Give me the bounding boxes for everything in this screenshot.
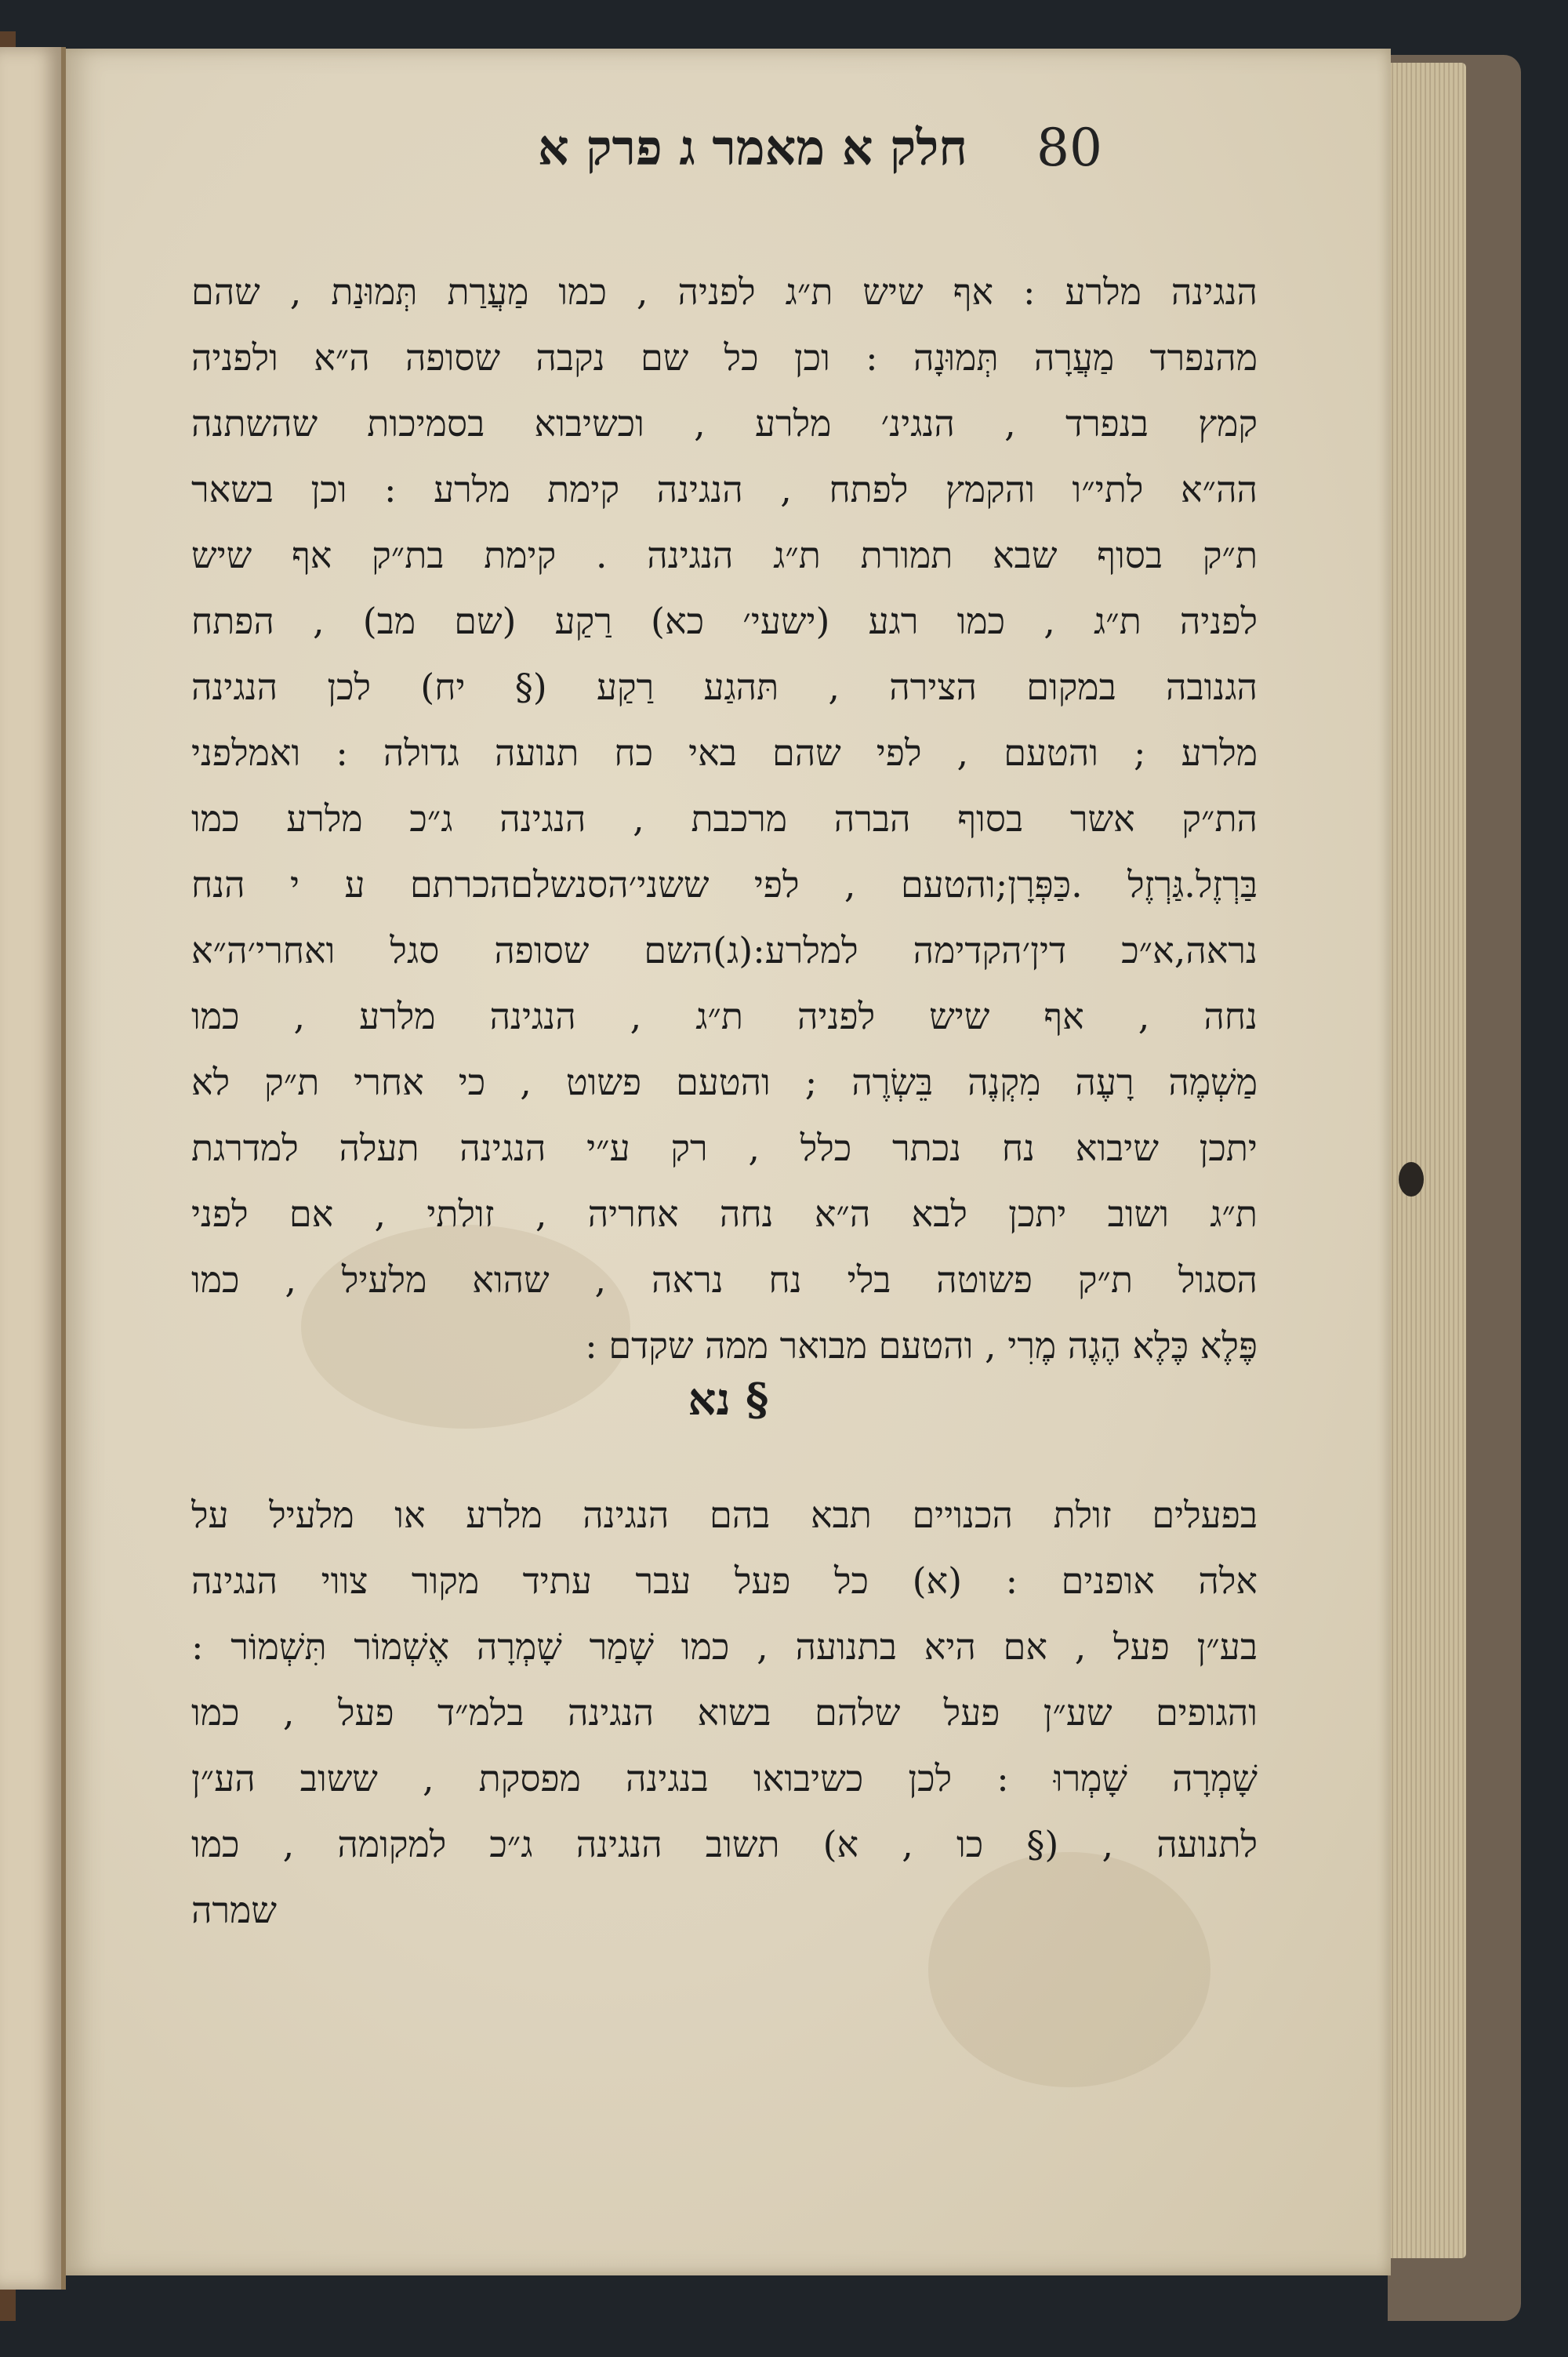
text-line: נראה,א״כ דין׳הקדימה למלרע:(ג)השם שסופה סגל ואחרי׳ה״א	[191, 929, 1258, 971]
text-line: הגנובה במקום הצירה , תּהגַע רַקַע (§ יח) לכן הנגינה	[191, 666, 1258, 708]
facing-page-edge	[0, 47, 66, 2290]
text-line: והגופים שע״ן פעל שלהם בשוא הנגינה בלמ״ד פעל , כמו	[191, 1691, 1258, 1734]
text-line: מהנפרד מַעֲרָה תְּמוּנָה : וכן כל שם נקבה שסופה ה״א ולפניה	[191, 336, 1258, 379]
text-line: פֶּלֶא כֶּלֶא הֶגֶה מֶרִי , והטעם מבואר ממה שקדם :	[585, 1324, 1258, 1367]
text-line: מַשְׁמֶה רָעֶה מִקְנֶה בֵּשְׂרֶה ; והטעם פשוט , כי אחרי ת״ק לא	[191, 1061, 1258, 1103]
page-number: 80	[1036, 118, 1102, 178]
text-line: יתכן שיבוא נח נכתר כלל , רק ע״י הנגינה תעלה למדרגת	[191, 1127, 1258, 1169]
text-line: הנגינה מלרע : אף שיש ת״ג לפניה , כמו מַעֲרַת תְּמוּנַת , שהם	[191, 271, 1258, 313]
text-line: שָׁמְרָה שָׁמְרוּ : לכן כשיבואו בנגינה מפסקת , ששוב הע״ן	[191, 1757, 1258, 1800]
text-block-upper	[191, 259, 1258, 1378]
text-line: הסגול ת״ק פשוטה בלי נח נראה , שהוא מלעיל , כמו	[191, 1258, 1258, 1301]
page-header	[66, 111, 1391, 205]
catchword: שמרה	[191, 1889, 277, 1931]
text-block-lower	[191, 1482, 1258, 1943]
running-head: חלק א מאמר ג פרק א	[537, 119, 967, 176]
text-line: לפניה ת״ג , כמו רגע (ישעי׳ כא) רַקַע (שם מב) , הפתח	[191, 600, 1258, 642]
text-line: קמץ בנפרד , הנגינ׳ מלרע , וכשיבוא בסמיכות שהשתנה	[191, 402, 1258, 445]
text-line: אלה אופנים : (א) כל פעל עבר עתיד מקור צווי הנגינה	[191, 1560, 1258, 1602]
text-line: בע״ן פעל , אם היא בתנועה , כמו שָׁמַר שָׁמְרָה אֶשְׁמוֹר תִּשְׁמוֹר :	[191, 1625, 1258, 1668]
text-line: הת״ק אשר בסוף הברה מרכבת , הנגינה ג״כ מלרע כמו	[191, 797, 1258, 840]
ink-blot	[1399, 1162, 1424, 1197]
text-line: ת״ג ושוב יתכן לבא ה״א נחה אחריה , זולתי , אם לפני	[191, 1193, 1258, 1235]
page-edges	[1380, 63, 1466, 2258]
text-line: בַּרְזֶל.גַּרְזֶל .כַּפְּרָן;והטעם , לפי ששני׳הסנשלםהכרתם ע י הנח	[191, 863, 1258, 906]
section-heading: § נא	[688, 1374, 769, 1425]
book-page	[66, 49, 1391, 2275]
text-line: בפעלים זולת הכנויים תבא בהם הנגינה מלרע או מלעיל על	[191, 1494, 1258, 1536]
text-line: לתנועה , (§ כו , א) תשוב הנגינה ג״כ למקומה , כמו	[191, 1823, 1258, 1865]
text-line: מלרע ; והטעם , לפי שהם באי כח תנועה גדולה : ואמלפני	[191, 732, 1258, 774]
text-line: ת״ק בסוף שבא תמורת ת״ג הנגינה . קימת בת״ק אף שיש	[191, 534, 1258, 576]
text-line: הה״א לתי״ו והקמץ לפתח , הנגינה קימת מלרע : וכן בשאר	[191, 468, 1258, 510]
text-line: נחה , אף שיש לפניה ת״ג , הנגינה מלרע , כמו	[191, 995, 1258, 1037]
